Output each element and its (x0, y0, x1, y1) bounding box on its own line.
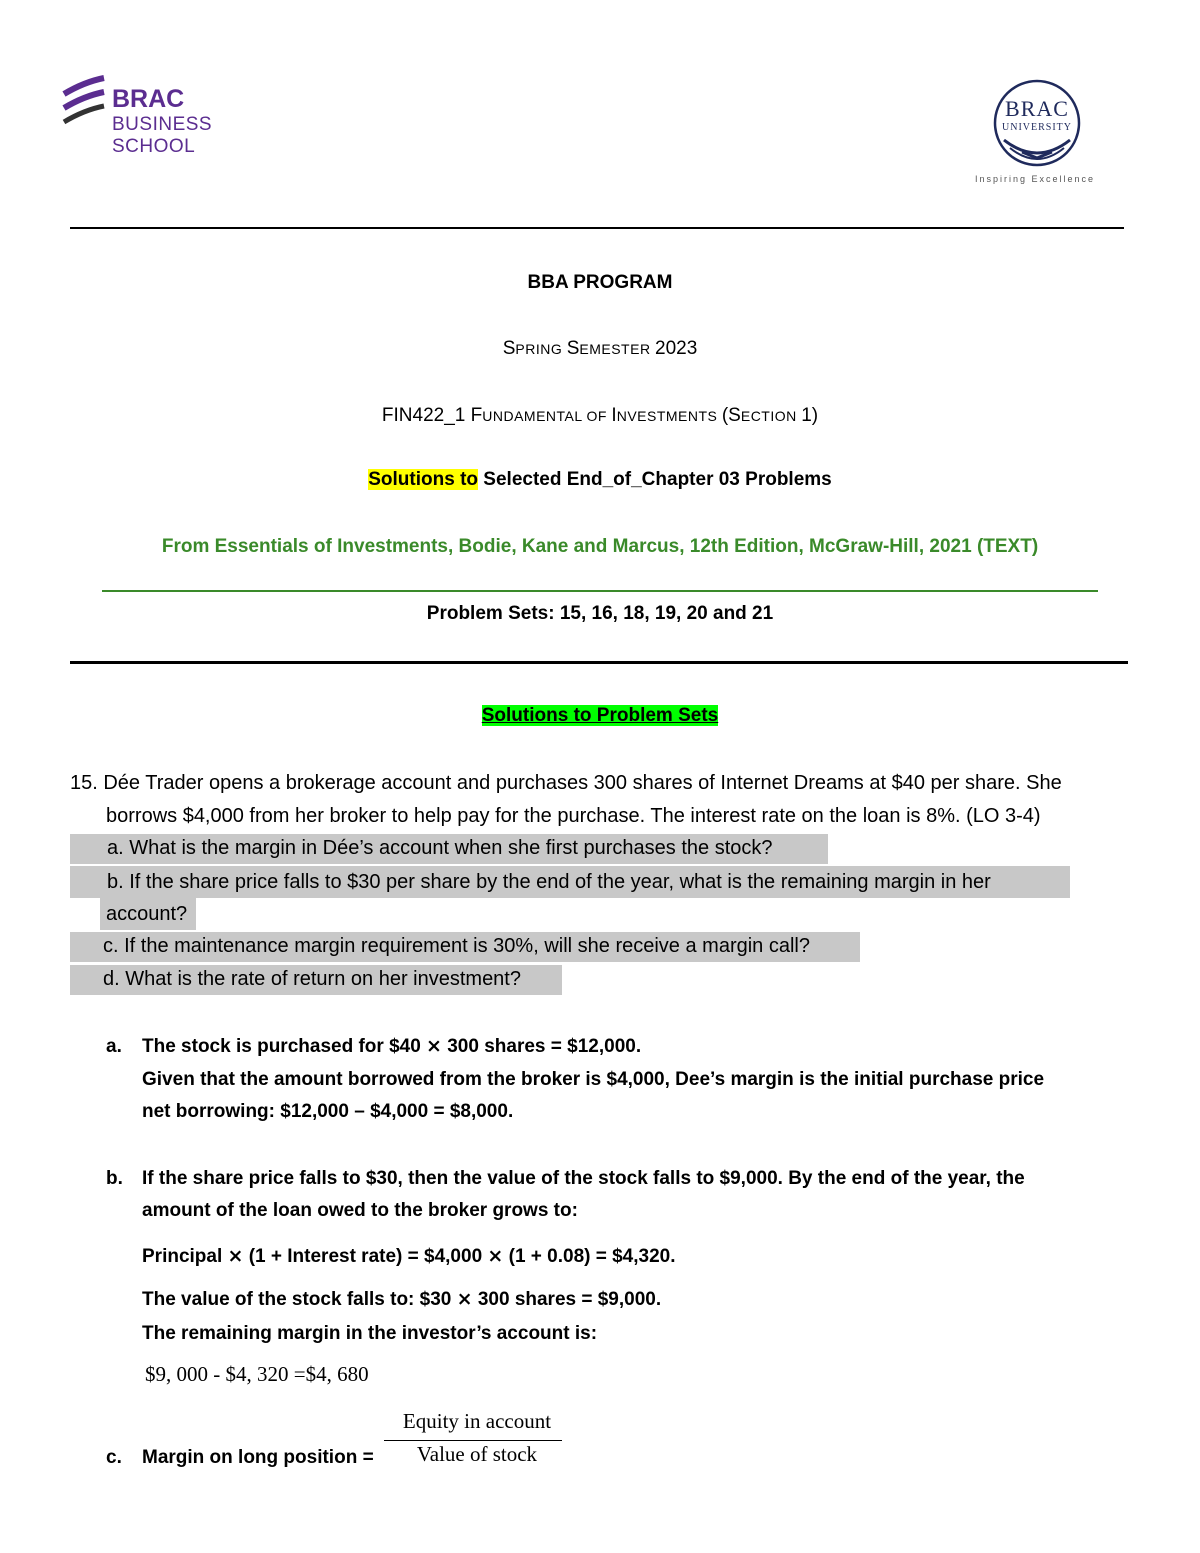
seal-text-brac: BRAC (1005, 96, 1069, 121)
course-line: FIN422_1 FUNDAMENTAL OF INVESTMENTS (SECTION 1) (381, 405, 819, 426)
bottom-divider (70, 661, 1128, 664)
logo-text-brac: BRAC (112, 85, 185, 113)
answer-b-label: b. (106, 1168, 123, 1189)
problem-sets-line: Problem Sets: 15, 16, 18, 19, 20 and 21 (426, 603, 774, 624)
answer-a-label: a. (106, 1036, 122, 1057)
logo-text-business: BUSINESS (112, 114, 213, 135)
answer-c-line-1: Margin on long position = (142, 1447, 374, 1468)
question-a: a. What is the margin in Dée’s account when she first purchases the stock? (107, 837, 773, 859)
brac-business-school-logo (60, 72, 240, 162)
answer-b-line-4: The value of the stock falls to: $30 ⨯ 300 shares = $9,000. (142, 1289, 662, 1310)
answer-b-formula: $9, 000 - $4, 320 =$4, 680 (145, 1362, 369, 1386)
question-b-line-1: b. If the share price falls to $30 per share by the end of the year, what is the remaining margin in her (107, 871, 991, 893)
logo-text-school: SCHOOL (112, 136, 196, 157)
section-heading: Solutions to Problem Sets (481, 705, 719, 726)
answer-b-line-1: If the share price falls to $30, then the value of the stock falls to $9,000. By the end of the year, the (142, 1168, 1025, 1189)
answer-a-line-1: The stock is purchased for $40 ⨯ 300 shares = $12,000. (142, 1036, 642, 1057)
fraction-numerator: Equity in account (402, 1409, 552, 1433)
logo-stripes-icon (60, 74, 108, 134)
textbook-source: From Essentials of Investments, Bodie, Kane and Marcus, 12th Edition, McGraw-Hill, 2021 (TEXT) (161, 536, 1039, 557)
brac-university-logo (960, 78, 1110, 190)
answer-b-line-5: The remaining margin in the investor’s account is: (142, 1323, 598, 1344)
seal-text-university: UNIVERSITY (1002, 122, 1072, 133)
fraction-bar (384, 1440, 562, 1441)
question-d: d. What is the rate of return on her investment? (103, 968, 521, 990)
question-c: c. If the maintenance margin requirement is 30%, will she receive a margin call? (103, 935, 810, 957)
seal-tagline: Inspiring Excellence (974, 174, 1096, 184)
semester-line: SPRING SEMESTER 2023 (502, 338, 698, 359)
solutions-highlight: Solutions to (368, 469, 479, 490)
program-title: BBA PROGRAM (527, 272, 673, 293)
green-divider (102, 590, 1098, 592)
answer-a-line-2: Given that the amount borrowed from the broker is $4,000, Dee’s margin is the initial purchase price (142, 1069, 1045, 1090)
top-divider (70, 227, 1124, 229)
question-line-1: 15. Dée Trader opens a brokerage account and purchases 300 shares of Internet Dreams at $40 per share. She (70, 772, 1062, 794)
answer-c-label: c. (106, 1447, 122, 1468)
question-b-line-2: account? (106, 903, 188, 925)
answer-b-line-2: amount of the loan owed to the broker grows to: (142, 1200, 578, 1221)
question-line-2: borrows $4,000 from her broker to help pay for the purchase. The interest rate on the loan is 8%. (LO 3-4) (106, 805, 1041, 827)
solutions-subtitle: Solutions to Selected End_of_Chapter 03 Problems (368, 469, 832, 490)
fraction-denominator: Value of stock (416, 1442, 538, 1466)
answer-b-line-3: Principal ⨯ (1 + Interest rate) = $4,000 ⨯ (1 + 0.08) = $4,320. (142, 1246, 676, 1267)
answer-a-line-3: net borrowing: $12,000 – $4,000 = $8,000. (142, 1101, 514, 1122)
